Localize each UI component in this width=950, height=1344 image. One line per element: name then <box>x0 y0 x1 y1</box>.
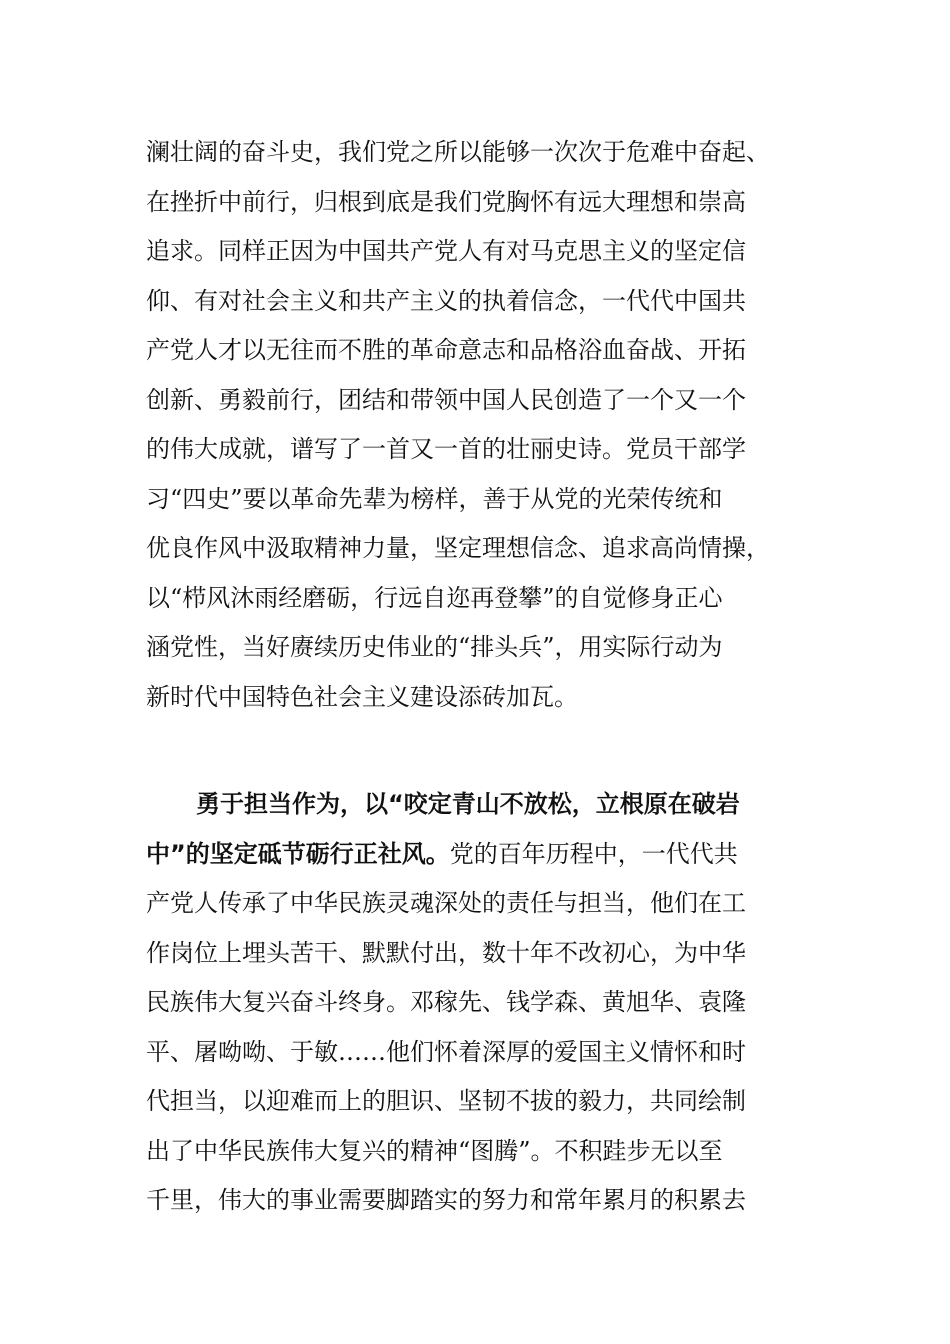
text-line: 在挫折中前行，归根到底是我们党胸怀有远大理想和崇高 <box>146 187 746 216</box>
bold-heading-part1: 勇于担当作为，以“咬定青山不放松，立根原在破岩 <box>196 790 740 818</box>
text-line: 平、屠呦呦、于敏……他们怀着深厚的爱国主义情怀和时 <box>146 1037 746 1066</box>
text-line: 创新、勇毅前行，团结和带领中国人民创造了一个又一个 <box>146 385 746 414</box>
paragraph-responsibility <box>146 780 806 1226</box>
text-line: 产党人传承了中华民族灵魂深处的责任与担当，他们在工 <box>146 889 746 917</box>
paragraph-history-ideals <box>146 128 806 722</box>
text-line: 作岗位上埋头苦干、默默付出，数十年不改初心，为中华 <box>146 938 746 967</box>
text-line: 仰、有对社会主义和共产主义的执着信念，一代代中国共 <box>146 286 746 315</box>
text-line: 民族伟大复兴奋斗终身。邓稼先、钱学森、黄旭华、袁隆 <box>146 988 746 1016</box>
text-line-mixed <box>146 830 806 880</box>
text-line: 新时代中国特色社会主义建设添砖加瓦。 <box>146 682 578 711</box>
text-line: 以“栉风沐雨经磨砺，行远自迩再登攀”的自觉修身正心 <box>146 583 723 612</box>
text-line: 的伟大成就，谱写了一首又一首的壮丽史诗。党员干部学 <box>146 435 746 463</box>
text-line-heading <box>146 780 806 830</box>
text-line: 代担当，以迎难而上的胆识、坚韧不拔的毅力，共同绘制 <box>146 1087 746 1115</box>
body-text-continuation: 党的百年历程中，一代代共 <box>449 839 738 868</box>
text-line: 优良作风中汲取精神力量，坚定理想信念、追求高尚情操， <box>146 534 770 562</box>
text-line: 千里，伟大的事业需要脚踏实的努力和常年累月的积累去 <box>146 1186 746 1214</box>
bold-heading-part2: 中”的坚定砥节砺行正社风。 <box>146 839 450 868</box>
text-line: 出了中华民族伟大复兴的精神“图腾”。不积跬步无以至 <box>146 1136 723 1165</box>
text-line: 追求。同样正因为中国共产党人有对马克思主义的坚定信 <box>146 237 746 265</box>
text-line: 涵党性，当好赓续历史伟业的“排头兵”，用实际行动为 <box>146 633 723 661</box>
text-line: 产党人才以无往而不胜的革命意志和品格浴血奋战、开拓 <box>146 336 746 364</box>
text-line: 澜壮阔的奋斗史，我们党之所以能够一次次于危难中奋起、 <box>146 138 770 166</box>
text-line: 习“四史”要以革命先辈为榜样，善于从党的光荣传统和 <box>146 484 723 513</box>
